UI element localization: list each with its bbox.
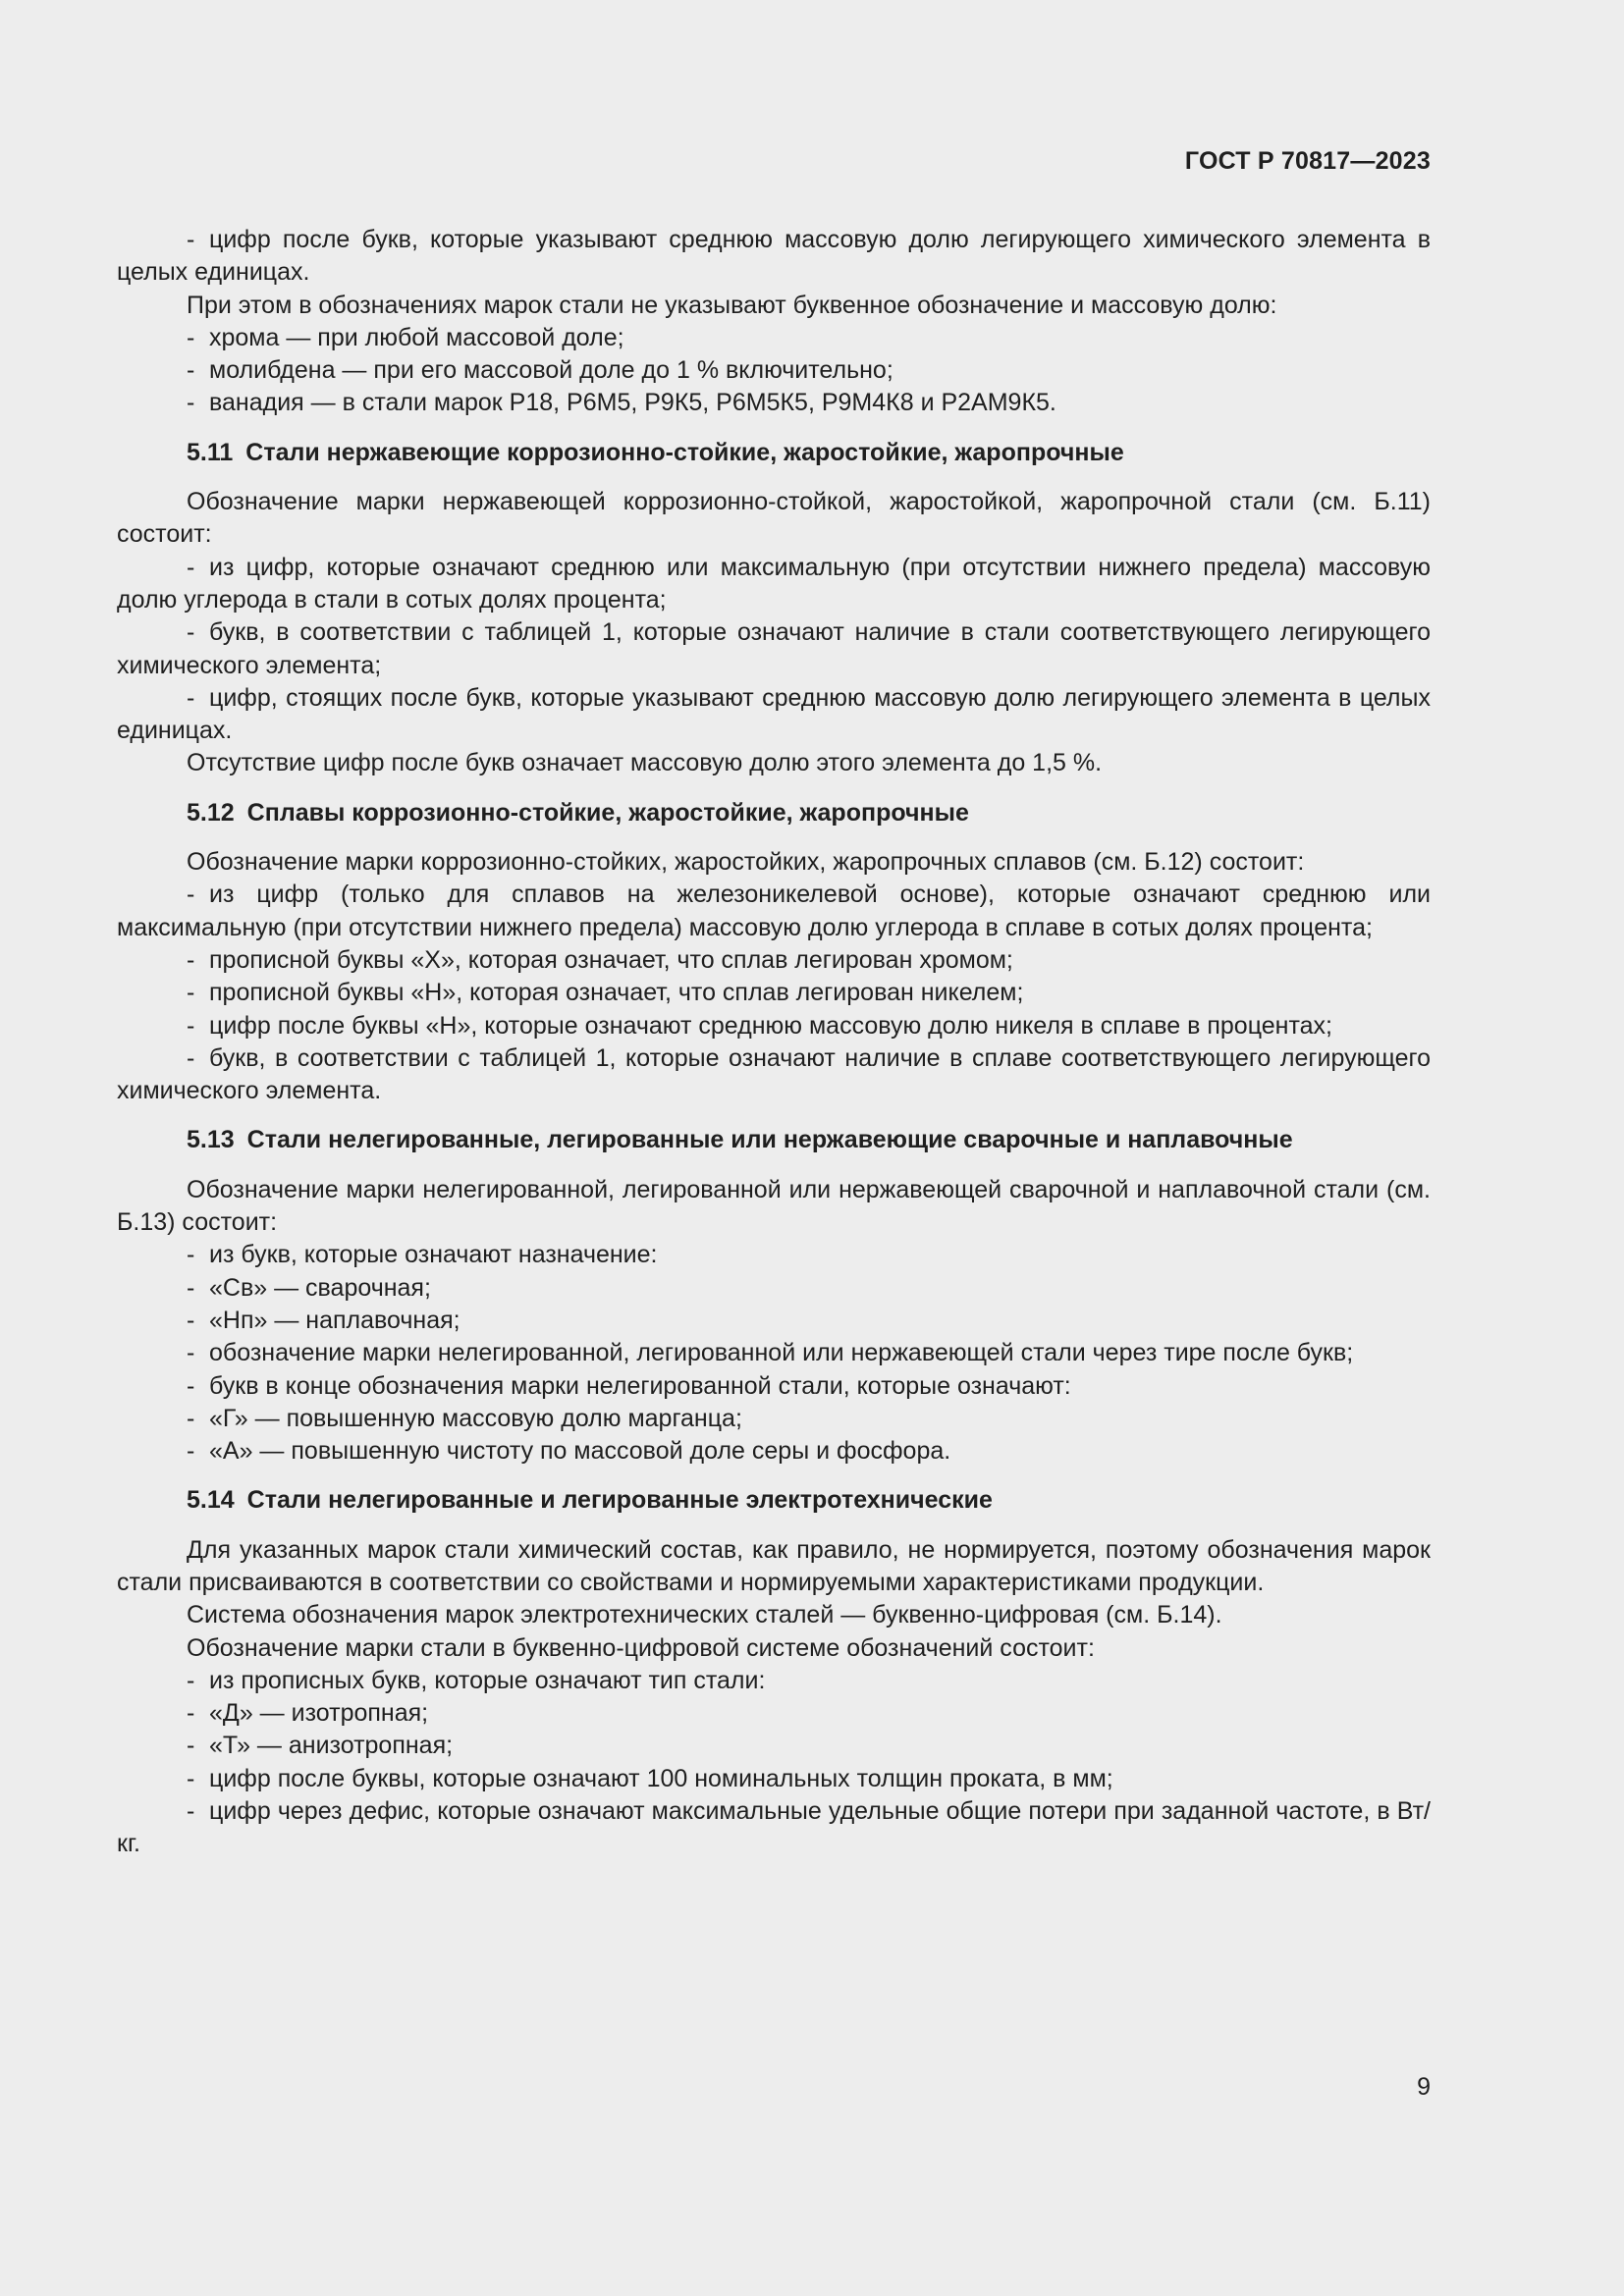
list-item <box>117 552 1431 617</box>
section-title: Стали нелегированные, легированные или нержавеющие сварочные и наплавочные <box>246 1126 1293 1154</box>
section-title: Стали нелегированные и легированные электротехнические <box>246 1486 993 1515</box>
list-item <box>117 1239 1431 1271</box>
list-dash: - <box>187 1371 195 1400</box>
section-number: 5.13 <box>187 1126 235 1154</box>
list-dash: - <box>187 618 195 647</box>
list-item <box>117 616 1431 682</box>
paragraph: Обозначение марки стали в буквенно-цифровой системе обозначений состоит: <box>187 1633 1095 1662</box>
list-item-text: букв, в соответствии с таблицей 1, которые означают наличие в стали соответствующего легирующего химического элемента; <box>117 618 1431 679</box>
list-item <box>117 1042 1431 1108</box>
list-item <box>117 1697 1431 1730</box>
list-dash: - <box>187 323 195 351</box>
list-dash: - <box>187 881 195 909</box>
section-heading <box>117 797 1431 829</box>
list-dash: - <box>187 1764 195 1792</box>
list-item <box>117 682 1431 748</box>
list-item <box>117 224 1431 290</box>
list-item-text: из цифр (только для сплавов на железоникелевой основе), которые означают среднюю или максимальную (при отсутствии нижнего предела) массовую долю углерода в сплаве в сотых долях процента; <box>117 881 1431 941</box>
paragraph: Система обозначения марок электротехнических сталей — буквенно-цифровая (см. Б.14). <box>187 1601 1222 1629</box>
paragraph: Обозначение марки нелегированной, легированной или нержавеющей сварочной и наплавочной стали (см. Б.13) состоит: <box>117 1175 1431 1237</box>
list-item-text: цифр через дефис, которые означают максимальные удельные общие потери при заданной частоте, в Вт/кг. <box>117 1797 1431 1858</box>
list-item <box>117 1435 1431 1468</box>
list-dash: - <box>187 945 195 974</box>
list-item-text: хрома — при любой массовой доле; <box>209 323 624 351</box>
list-dash: - <box>187 1273 195 1302</box>
list-item <box>117 944 1431 977</box>
list-item <box>117 1272 1431 1305</box>
list-item <box>117 322 1431 354</box>
list-item <box>117 1665 1431 1697</box>
section-heading <box>117 437 1431 469</box>
paragraph: Обозначение марки нержавеющей коррозионно-стойкой, жаростойкой, жаропрочной стали (см. Б.11) состоит: <box>117 488 1431 549</box>
list-item <box>117 387 1431 419</box>
list-dash: - <box>187 1241 195 1269</box>
list-item <box>117 354 1431 387</box>
paragraph: Отсутствие цифр после букв означает массовую долю этого элемента до 1,5 %. <box>187 749 1103 777</box>
list-dash: - <box>187 979 195 1007</box>
document-body <box>117 224 1431 1861</box>
list-item-text: цифр после буквы «Н», которые означают среднюю массовую долю никеля в сплаве в процентах; <box>209 1011 1332 1040</box>
list-item-text: «Д» — изотропная; <box>209 1699 429 1728</box>
list-dash: - <box>187 1306 195 1334</box>
paragraph: Для указанных марок стали химический состав, как правило, не нормируется, поэтому обозначения марок стали присваиваются в соответствии со свойствами и нормируемыми характеристиками продукции. <box>117 1535 1431 1596</box>
list-item-text: «А» — повышенную чистоту по массовой доле серы и фосфора. <box>209 1437 951 1466</box>
list-item <box>117 1305 1431 1337</box>
list-item-text: букв в конце обозначения марки нелегированной стали, которые означают: <box>209 1371 1071 1400</box>
list-item-text: из цифр, которые означают среднюю или максимальную (при отсутствии нижнего предела) массовую долю углерода в стали в сотых долях процента; <box>117 553 1431 614</box>
list-dash: - <box>187 1699 195 1728</box>
list-item-text: из букв, которые означают назначение: <box>209 1241 658 1269</box>
list-item-text: прописной буквы «Н», которая означает, что сплав легирован никелем; <box>209 979 1024 1007</box>
list-dash: - <box>187 1339 195 1367</box>
list-dash: - <box>187 356 195 385</box>
paragraph: Обозначение марки коррозионно-стойких, жаростойких, жаропрочных сплавов (см. Б.12) состоит: <box>187 848 1305 877</box>
list-dash: - <box>187 1404 195 1432</box>
list-dash: - <box>187 1797 195 1826</box>
list-dash: - <box>187 1437 195 1466</box>
list-item-text: молибдена — при его массовой доле до 1 % включительно; <box>209 356 893 385</box>
list-item-text: «Нп» — наплавочная; <box>209 1306 460 1334</box>
list-item-text: обозначение марки нелегированной, легированной или нержавеющей стали через тире после букв; <box>209 1339 1354 1367</box>
paragraph: При этом в обозначениях марок стали не указывают буквенное обозначение и массовую долю: <box>187 291 1277 319</box>
list-item-text: цифр после буквы, которые означают 100 номинальных толщин проката, в мм; <box>209 1764 1113 1792</box>
list-dash: - <box>187 553 195 581</box>
section-title: Сплавы коррозионно-стойкие, жаростойкие, жаропрочные <box>246 798 969 827</box>
list-item-text: «Св» — сварочная; <box>209 1273 431 1302</box>
list-dash: - <box>187 389 195 417</box>
list-item <box>117 1403 1431 1435</box>
list-dash: - <box>187 1666 195 1694</box>
section-heading <box>117 1124 1431 1156</box>
list-dash: - <box>187 1043 195 1072</box>
list-item <box>117 1763 1431 1795</box>
list-item-text: из прописных букв, которые означают тип стали: <box>209 1666 766 1694</box>
document-header: ГОСТ Р 70817—2023 <box>1184 147 1431 175</box>
list-item-text: «Г» — повышенную массовую долю марганца; <box>209 1404 742 1432</box>
list-item-text: цифр после букв, которые указывают среднюю массовую долю легирующего химического элемента в целых единицах. <box>117 226 1431 287</box>
list-dash: - <box>187 1732 195 1760</box>
page-number: 9 <box>1417 2073 1431 2101</box>
list-item-text: «Т» — анизотропная; <box>209 1732 454 1760</box>
section-number: 5.14 <box>187 1486 235 1515</box>
list-item-text: ванадия — в стали марок Р18, Р6М5, Р9К5, Р6М5К5, Р9М4К8 и Р2АМ9К5. <box>209 389 1056 417</box>
list-item <box>117 1370 1431 1403</box>
list-item <box>117 977 1431 1009</box>
list-item-text: букв, в соответствии с таблицей 1, которые означают наличие в сплаве соответствующего легирующего химического элемента. <box>117 1043 1431 1105</box>
section-title: Стали нержавеющие коррозионно-стойкие, жаростойкие, жаропрочные <box>245 438 1124 466</box>
section-number: 5.12 <box>187 798 235 827</box>
list-item-text: цифр, стоящих после букв, которые указывают среднюю массовую долю легирующего элемента в целых единицах. <box>117 683 1431 745</box>
list-item-text: прописной буквы «Х», которая означает, что сплав легирован хромом; <box>209 945 1013 974</box>
section-heading <box>117 1484 1431 1517</box>
list-item <box>117 1337 1431 1369</box>
list-item <box>117 1010 1431 1042</box>
list-dash: - <box>187 1011 195 1040</box>
list-item <box>117 879 1431 944</box>
list-dash: - <box>187 226 195 253</box>
list-item <box>117 1795 1431 1861</box>
list-dash: - <box>187 683 195 712</box>
list-item <box>117 1730 1431 1762</box>
section-number: 5.11 <box>187 438 234 466</box>
